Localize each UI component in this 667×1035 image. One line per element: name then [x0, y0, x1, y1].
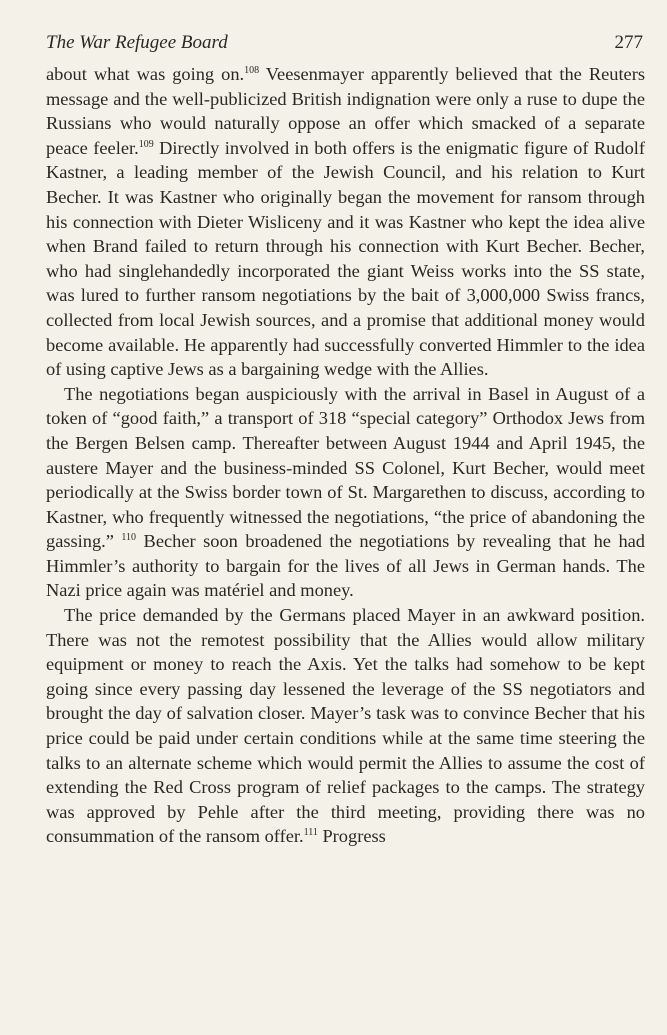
paragraph — [46, 62, 645, 382]
footnote-marker: 110 — [121, 532, 137, 544]
paragraph — [46, 382, 645, 603]
text-run: Progress — [317, 826, 386, 847]
page-number: 277 — [614, 32, 643, 53]
running-title: The War Refugee Board — [46, 32, 228, 53]
text-run: Directly involved in both offers is the enigmatic figure of Rudolf Kastner, a leading member of the Jewish Council, and his relation to Kurt Becher. It was Kastner who originally began the movement for ransom through his connection with Dieter Wisliceny and it was Kastner who kept the idea alive when Brand failed to return through his connection with Kurt Becher. Becher, who had singlehandedly incorporated the giant Weiss works into the SS state, was lured to further ransom negotiations by the bait of 3,000,000 Swiss francs, collected from local Jewish sources, and a promise that additional money would become available. He apparently had successfully converted Himmler to the idea of using captive Jews as a bargaining wedge with the Allies. — [46, 137, 646, 380]
text-run: Veesenmayer apparently believed that the Reuters message and the well-publicized British indignation were only a ruse to dupe the Russians who would naturally oppose an offer which smacked of a separate peace feeler. — [46, 64, 645, 158]
body-text — [46, 62, 645, 849]
footnote-marker: 111 — [303, 827, 318, 839]
footnote-marker: 109 — [138, 138, 154, 150]
text-run: about what was going on. — [46, 64, 245, 84]
running-header — [46, 32, 645, 54]
text-run: Becher soon broadened the negotiations by revealing that he had Himmler’s authority to bargain for the lives of all Jews in German hands. The Nazi price again was matériel and money. — [46, 531, 645, 601]
paragraph — [46, 603, 645, 849]
text-run: The price demanded by the Germans placed Mayer in an awkward position. There was not the remotest possibility that the Allies would allow military equipment or money to reach the Axis. Yet the talks had somehow to be kept going since every passing day lessened the leverage of the SS negotiators and brought the day of salvation closer. Mayer’s task was to convince Becher that his price could be paid under certain conditions while at the same time steering the talks to an alternate scheme which would permit the Allies to assume the cost of extending the Red Cross program of relief packages to the camps. The strategy was approved by Pehle after the third meeting, providing there was no consummation of the ransom offer. — [46, 605, 645, 847]
text-run: The negotiations began auspiciously with the arrival in Basel in August of a token of “good faith,” a transport of 318 “special category” Orthodox Jews from the Bergen Belsen camp. Thereafter between August 1944 and April 1945, the austere Mayer and the business-minded SS Colonel, Kurt Becher, would meet periodically at the Swiss border town of St. Margarethen to discuss, according to Kastner, who frequently witnessed the negotiations, “the price of abandoning the gassing.” — [46, 383, 645, 552]
footnote-marker: 108 — [244, 65, 260, 76]
